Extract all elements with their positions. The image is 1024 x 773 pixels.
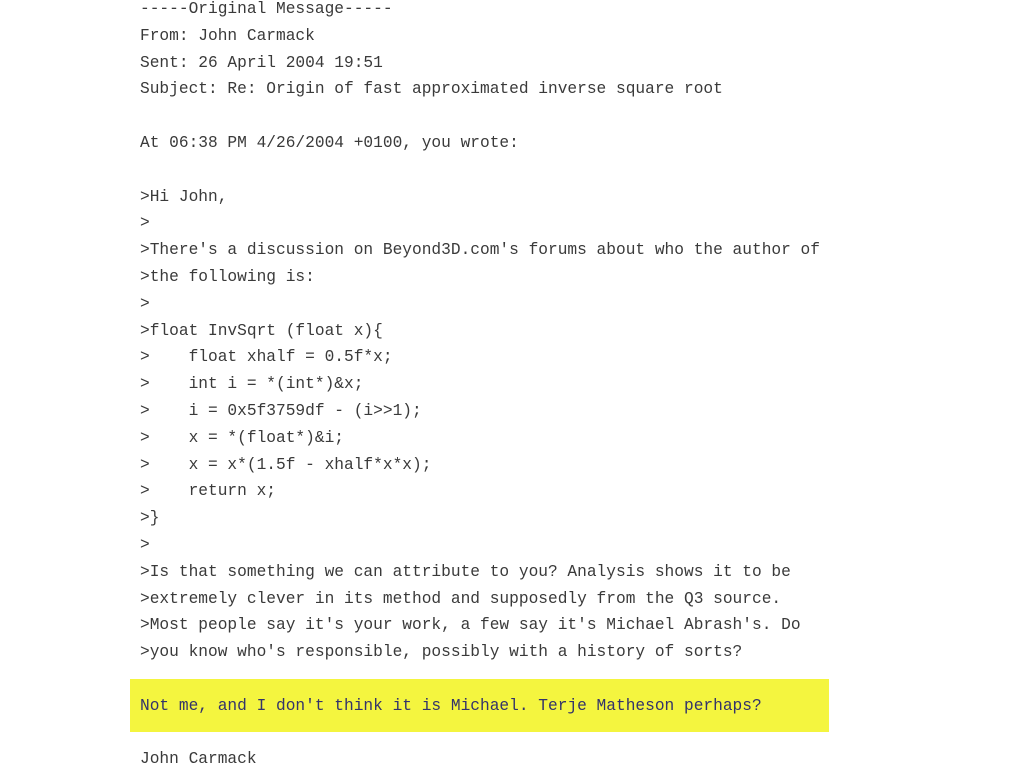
quoted-code-line: > x = x*(1.5f - xhalf*x*x); xyxy=(140,455,432,474)
quoted-line: > xyxy=(140,214,150,233)
quoted-line: >the following is: xyxy=(140,267,315,286)
quoted-line: > xyxy=(140,535,150,554)
quoted-code-line: > int i = *(int*)&x; xyxy=(140,375,364,394)
quoted-code-line: > x = *(float*)&i; xyxy=(140,428,344,447)
subject-line: Subject: Re: Origin of fast approximated inverse square root xyxy=(140,80,723,99)
quoted-line: >Is that something we can attribute to you? Analysis shows it to be xyxy=(140,562,791,581)
quoted-line: >Hi John, xyxy=(140,187,228,206)
attribution-line: At 06:38 PM 4/26/2004 +0100, you wrote: xyxy=(140,133,519,152)
original-message-separator: -----Original Message----- xyxy=(140,0,393,18)
sent-line: Sent: 26 April 2004 19:51 xyxy=(140,53,383,72)
quoted-code-line: >float InvSqrt (float x){ xyxy=(140,321,383,340)
blank-line xyxy=(140,103,1000,130)
quoted-code-line: >} xyxy=(140,509,160,528)
blank-line xyxy=(140,157,1000,184)
quoted-line: >Most people say it's your work, a few say it's Michael Abrash's. Do xyxy=(140,616,801,635)
quoted-code-line: > return x; xyxy=(140,482,276,501)
quoted-line: >extremely clever in its method and supposedly from the Q3 source. xyxy=(140,589,782,608)
quoted-code-line: > i = 0x5f3759df - (i>>1); xyxy=(140,401,422,420)
reply-line: Not me, and I don't think it is Michael. Terje Matheson perhaps? xyxy=(140,696,762,715)
blank-line xyxy=(140,666,1000,693)
signature-line: John Carmack xyxy=(140,750,257,769)
email-body xyxy=(140,0,1000,773)
from-line: From: John Carmack xyxy=(140,26,315,45)
quoted-line: >There's a discussion on Beyond3D.com's forums about who the author of xyxy=(140,241,820,260)
quoted-code-line: > float xhalf = 0.5f*x; xyxy=(140,348,393,367)
blank-line xyxy=(140,720,1000,747)
quoted-line: > xyxy=(140,294,150,313)
quoted-line: >you know who's responsible, possibly with a history of sorts? xyxy=(140,643,743,662)
